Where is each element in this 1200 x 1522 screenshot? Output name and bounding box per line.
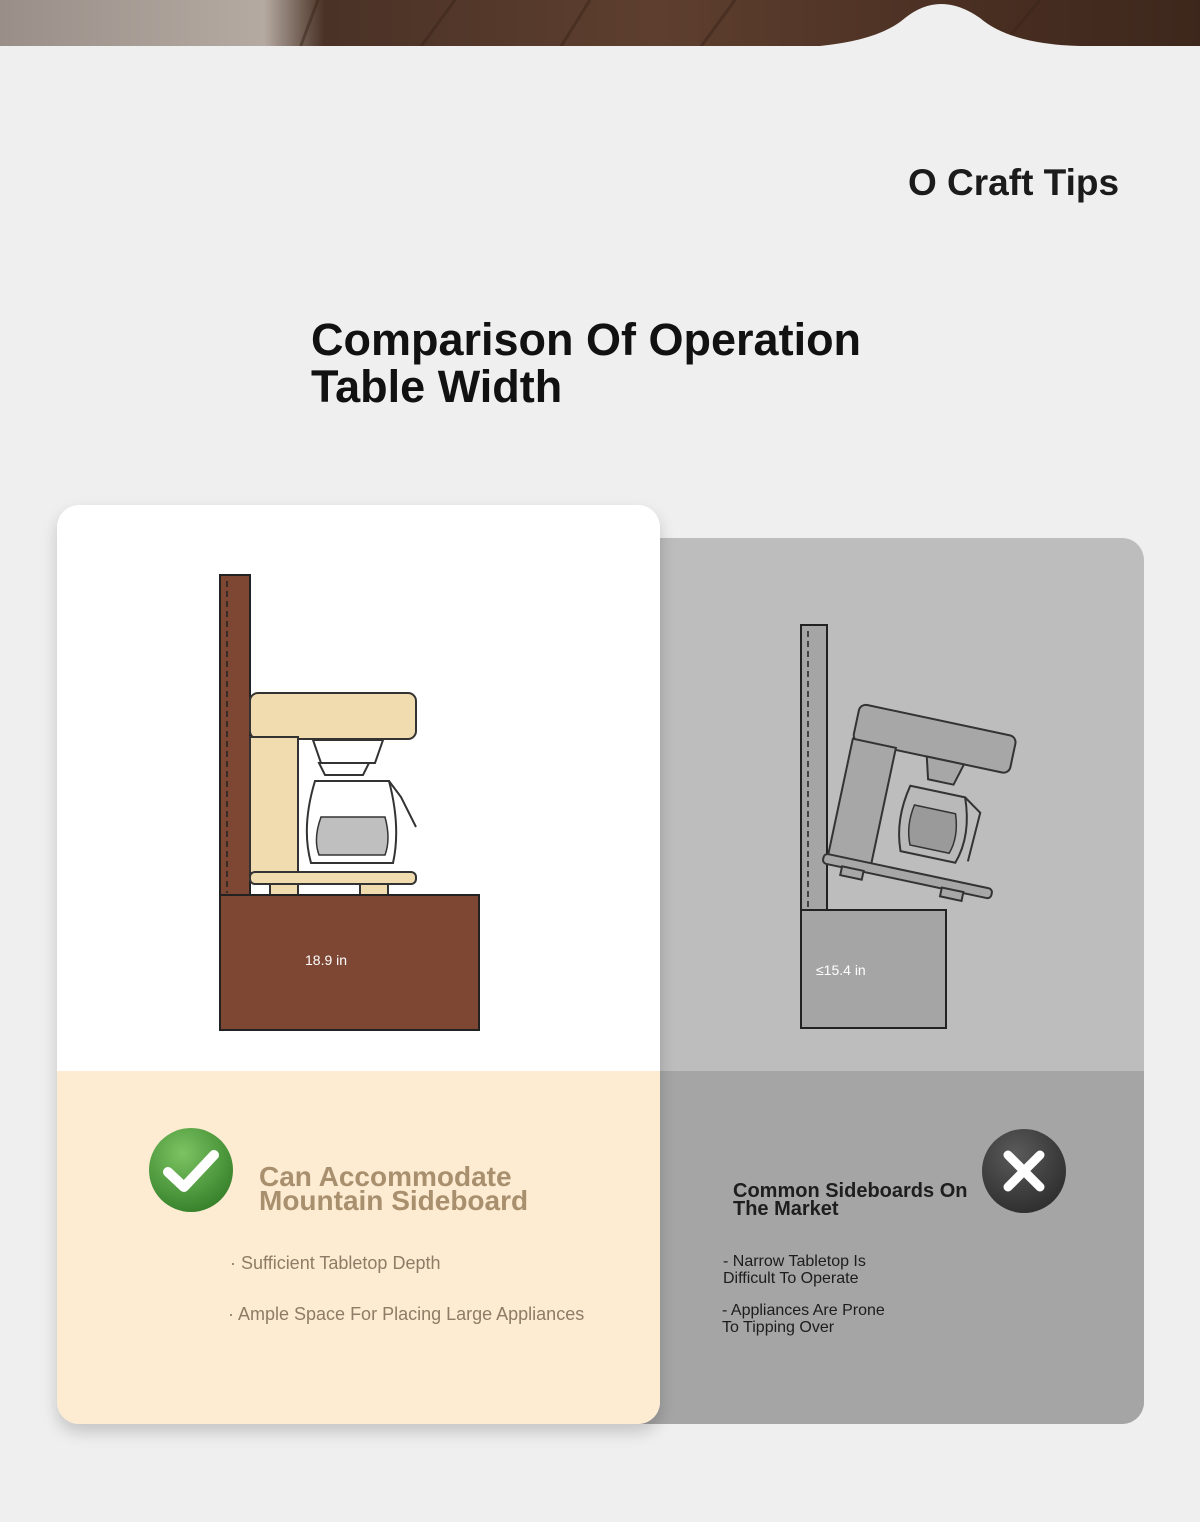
mountain-sideboard-card [57, 505, 660, 1424]
mountain-sideboard-depth-label: 18.9 in [305, 952, 348, 968]
top-wood-banner [0, 0, 1200, 48]
common-sideboard-card [620, 538, 1144, 1424]
mountain-sideboard-heading-line-2: Mountain Sideboard [259, 1185, 529, 1216]
common-sideboard-point-1-line-2: Difficult To Operate [723, 1270, 859, 1287]
common-sideboard-point-2-line-2: To Tipping Over [722, 1319, 835, 1336]
tipping-coffee-maker-illustration [620, 538, 1144, 1071]
common-sideboard-heading [733, 1182, 967, 1218]
mountain-sideboard-heading [259, 1161, 529, 1216]
mountain-sideboard-point-1: · Sufficient Tabletop Depth [230, 1253, 441, 1273]
common-sideboard-point-1 [723, 1253, 866, 1287]
common-sideboard-point-2-line-1: - Appliances Are Prone [722, 1302, 885, 1319]
common-sideboard-heading-line-1: Common Sideboards On [733, 1180, 968, 1202]
mountain-sideboard-point-2: · Ample Space For Placing Large Appliances [228, 1304, 585, 1324]
common-sideboard-point-2 [722, 1302, 885, 1336]
common-sideboard-depth-label: ≤15.4 in [816, 962, 866, 978]
coffee-maker-on-sideboard-illustration [57, 505, 660, 1071]
brand-title: O Craft Tips [908, 162, 1120, 203]
page-title [311, 316, 931, 410]
mountain-sideboard-heading-line-1: Can Accommodate [259, 1161, 512, 1192]
page-title-line-2: Table Width [311, 361, 563, 412]
common-sideboard-point-1-line-1: - Narrow Tabletop Is [723, 1253, 866, 1270]
close-icon [981, 1128, 1067, 1214]
common-sideboard-heading-line-2: The Market [733, 1198, 839, 1220]
mountain-sideboard-text-panel [57, 1071, 660, 1424]
common-sideboard-text-panel [620, 1071, 1144, 1424]
page-title-line-1: Comparison Of Operation [311, 314, 862, 365]
check-icon [148, 1127, 234, 1213]
